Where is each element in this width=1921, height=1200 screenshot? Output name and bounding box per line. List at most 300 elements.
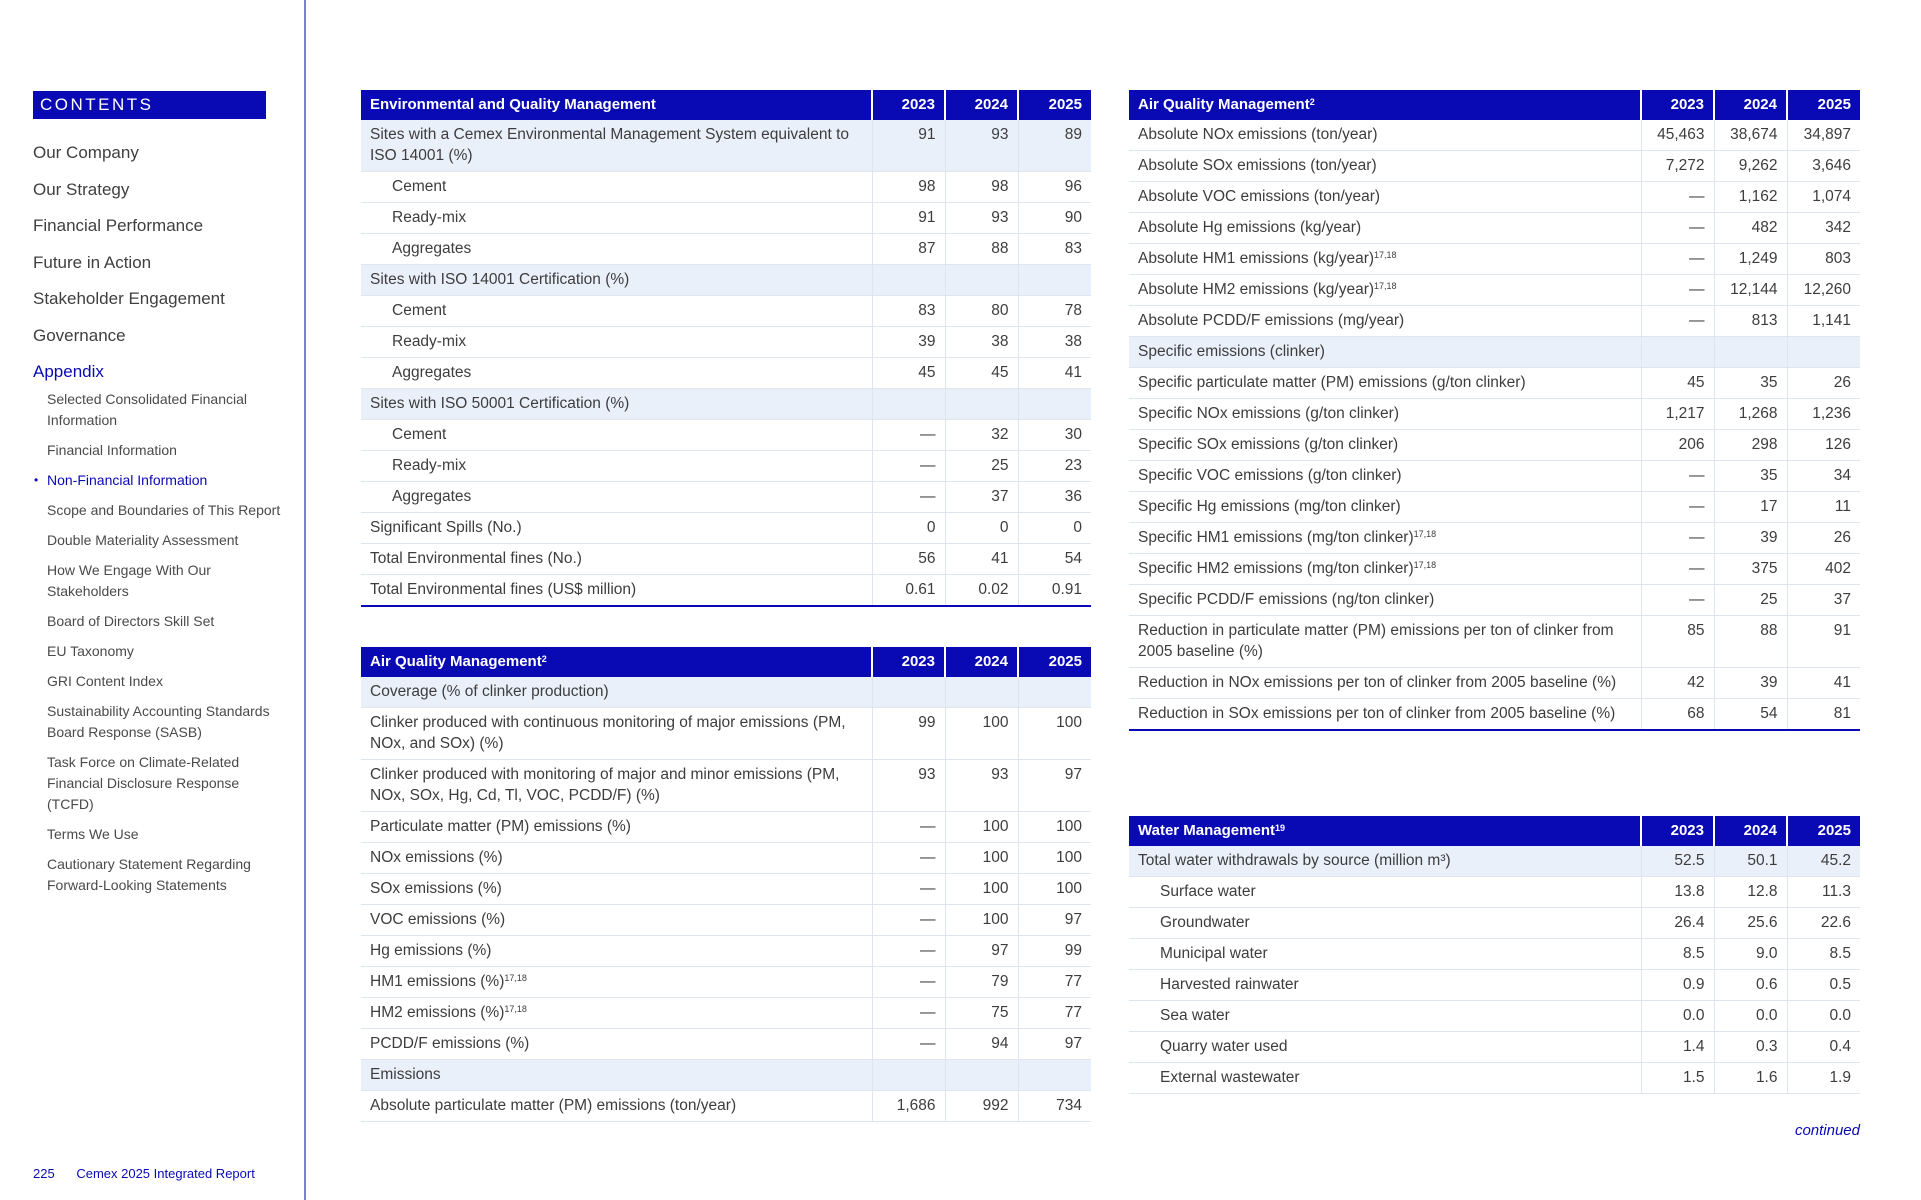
row-label	[361, 358, 872, 389]
value-2024: 12.8	[1714, 877, 1787, 908]
value-2023: 45	[872, 358, 945, 389]
row-label-text: Specific HM1 emissions (mg/ton clinker)	[1138, 529, 1414, 546]
nav-future-in-action[interactable]: Future in Action	[33, 252, 152, 272]
table-row	[1129, 151, 1860, 182]
table-row	[1129, 523, 1860, 554]
table-title	[361, 647, 872, 677]
value-2024: 39	[1714, 668, 1787, 699]
table-row	[1129, 275, 1860, 306]
value-2023: —	[1641, 492, 1714, 523]
value-2025: 0.5	[1787, 970, 1860, 1001]
footnote-ref: 17,18	[1374, 281, 1397, 291]
value-2025: 342	[1787, 213, 1860, 244]
row-label-text: Surface water	[1160, 883, 1256, 900]
value-2025: 100	[1018, 812, 1091, 843]
water-management-table	[1129, 816, 1860, 1094]
air-quality-emissions-table	[1129, 90, 1860, 731]
value-2025: 30	[1018, 420, 1091, 451]
value-2023: —	[872, 998, 945, 1029]
value-2024: 1,268	[1714, 399, 1787, 430]
table-row	[361, 708, 1091, 760]
table-row	[1129, 368, 1860, 399]
row-label-text: Quarry water used	[1160, 1038, 1288, 1055]
value-2023: —	[872, 482, 945, 513]
value-2023: 45	[1641, 368, 1714, 399]
table-header-row	[361, 647, 1091, 677]
value-2025: 96	[1018, 172, 1091, 203]
value-2024: 37	[945, 482, 1018, 513]
value-2025: 99	[1018, 936, 1091, 967]
table-row	[361, 358, 1091, 389]
value-2025: 1,236	[1787, 399, 1860, 430]
value-2024: 97	[945, 936, 1018, 967]
value-2025: 402	[1787, 554, 1860, 585]
value-2023: —	[872, 905, 945, 936]
row-label-text: Ready-mix	[392, 457, 467, 474]
value-2024: 992	[945, 1091, 1018, 1122]
row-label	[1129, 939, 1641, 970]
value-2024: 75	[945, 998, 1018, 1029]
value-2024: 35	[1714, 368, 1787, 399]
row-label-text: HM2 emissions (%)	[370, 1004, 505, 1021]
table-title-text: Air Quality Management	[1138, 96, 1310, 113]
row-label	[1129, 668, 1641, 699]
value-2024	[945, 389, 1018, 420]
value-2025: 97	[1018, 1029, 1091, 1060]
value-2025: 1,074	[1787, 182, 1860, 213]
subnav-tcfd[interactable]: Task Force on Climate-Related Financial Disclosure Response (TCFD)	[47, 754, 240, 812]
value-2023: 1,217	[1641, 399, 1714, 430]
value-2024: 0	[945, 513, 1018, 544]
nav-appendix[interactable]: Appendix	[33, 362, 104, 381]
row-label-text: Clinker produced with continuous monitoring of major emissions (PM, NOx, and SOx) (%)	[370, 714, 846, 752]
value-2025: 12,260	[1787, 275, 1860, 306]
table-title-text: Air Quality Management	[370, 653, 542, 670]
row-label	[361, 482, 872, 513]
value-2024: 93	[945, 120, 1018, 172]
nav-financial-performance[interactable]: Financial Performance	[33, 216, 204, 235]
row-label	[361, 843, 872, 874]
value-2024: 94	[945, 1029, 1018, 1060]
value-2023: —	[872, 1029, 945, 1060]
value-2023: 52.5	[1641, 846, 1714, 877]
table-row	[361, 1029, 1091, 1060]
table-row	[1129, 461, 1860, 492]
footnote-ref: 2	[541, 654, 547, 664]
year-header-2025: 2025	[1787, 816, 1860, 846]
row-label-text: Specific VOC emissions (g/ton clinker)	[1138, 467, 1402, 484]
row-label-text: Cement	[392, 426, 447, 443]
table-row	[361, 967, 1091, 998]
value-2023: 8.5	[1641, 939, 1714, 970]
table-section-row	[1129, 337, 1860, 368]
continued-note: continued	[1794, 1122, 1860, 1139]
value-2023: 45,463	[1641, 120, 1714, 151]
value-2025: 11.3	[1787, 877, 1860, 908]
table-section-row	[361, 677, 1091, 708]
value-2023: 39	[872, 327, 945, 358]
table-row	[361, 905, 1091, 936]
row-label	[1129, 908, 1641, 939]
row-label	[361, 677, 872, 708]
nav-our-company[interactable]: Our Company	[33, 143, 139, 162]
value-2024: 100	[945, 843, 1018, 874]
table-row	[1129, 554, 1860, 585]
row-label	[1129, 213, 1641, 244]
value-2024: 38,674	[1714, 120, 1787, 151]
year-header-2024: 2024	[945, 90, 1018, 120]
table-row	[361, 420, 1091, 451]
row-label	[1129, 492, 1641, 523]
table-row	[361, 172, 1091, 203]
table-row	[361, 120, 1091, 172]
row-label-text: Aggregates	[392, 488, 472, 505]
table-row	[361, 1091, 1091, 1122]
row-label	[361, 1091, 872, 1122]
value-2025: 734	[1018, 1091, 1091, 1122]
row-label-text: Absolute NOx emissions (ton/year)	[1138, 126, 1378, 143]
subnav-gri-content-index[interactable]: GRI Content Index	[47, 673, 163, 689]
table-header-row	[1129, 816, 1860, 846]
value-2024: 54	[1714, 699, 1787, 731]
row-label-text: Ready-mix	[392, 333, 467, 350]
value-2024: 9,262	[1714, 151, 1787, 182]
value-2025: 100	[1018, 843, 1091, 874]
value-2024: 32	[945, 420, 1018, 451]
value-2023: 1,686	[872, 1091, 945, 1122]
footnote-ref: 17,18	[1413, 529, 1437, 539]
row-label	[1129, 1032, 1641, 1063]
row-label-text: Absolute Hg emissions (kg/year)	[1138, 219, 1362, 236]
table-row	[1129, 120, 1860, 151]
value-2025: 0.4	[1787, 1032, 1860, 1063]
value-2025: 803	[1787, 244, 1860, 275]
row-label-text: Specific PCDD/F emissions (ng/ton clinker)	[1138, 591, 1435, 608]
value-2025: 0.91	[1018, 575, 1091, 607]
row-label	[361, 936, 872, 967]
row-label	[1129, 399, 1641, 430]
value-2024: 1,249	[1714, 244, 1787, 275]
value-2024: 9.0	[1714, 939, 1787, 970]
value-2023: —	[872, 874, 945, 905]
year-header-2023: 2023	[1641, 90, 1714, 120]
value-2023: 0.9	[1641, 970, 1714, 1001]
value-2024: 88	[1714, 616, 1787, 668]
value-2023: —	[1641, 523, 1714, 554]
row-label	[1129, 616, 1641, 668]
value-2024: 39	[1714, 523, 1787, 554]
subnav-double-materiality-assessment[interactable]: Double Materiality Assessment	[47, 532, 239, 548]
subnav-sasb[interactable]: Sustainability Accounting Standards Board Response (SASB)	[47, 703, 270, 740]
row-label-text: Absolute HM2 emissions (kg/year)	[1138, 281, 1375, 298]
value-2023: 0	[872, 513, 945, 544]
row-label	[361, 296, 872, 327]
table-row	[1129, 585, 1860, 616]
value-2023: 7,272	[1641, 151, 1714, 182]
value-2023: 0.61	[872, 575, 945, 607]
value-2025: 45.2	[1787, 846, 1860, 877]
table-row	[361, 296, 1091, 327]
row-label-text: Sea water	[1160, 1007, 1230, 1024]
footnote-ref: 17,18	[504, 1004, 527, 1014]
value-2025: 26	[1787, 368, 1860, 399]
row-label-text: Coverage (% of clinker production)	[370, 683, 609, 700]
value-2024: 88	[945, 234, 1018, 265]
value-2024: 12,144	[1714, 275, 1787, 306]
table-row	[1129, 1063, 1860, 1094]
value-2024: 79	[945, 967, 1018, 998]
row-label	[1129, 368, 1641, 399]
value-2023: —	[1641, 275, 1714, 306]
value-2025: 91	[1787, 616, 1860, 668]
row-label	[1129, 585, 1641, 616]
row-label-text: Absolute SOx emissions (ton/year)	[1138, 157, 1377, 174]
year-header-2025: 2025	[1787, 90, 1860, 120]
row-label	[361, 327, 872, 358]
report-title: Cemex 2025 Integrated Report	[76, 1166, 255, 1181]
row-label-text: Ready-mix	[392, 209, 467, 226]
row-label	[361, 172, 872, 203]
value-2024	[1714, 337, 1787, 368]
table-row	[1129, 1032, 1860, 1063]
row-label	[361, 451, 872, 482]
table-row	[1129, 939, 1860, 970]
table-title	[1129, 90, 1641, 120]
subnav-selected-consolidated-financial-information[interactable]: Selected Consolidated Financial Information	[47, 391, 248, 428]
table-section-row	[361, 389, 1091, 420]
table-title	[1129, 816, 1641, 846]
table-row	[1129, 213, 1860, 244]
row-label	[1129, 461, 1641, 492]
row-label	[361, 1029, 872, 1060]
value-2025: 37	[1787, 585, 1860, 616]
nav-governance[interactable]: Governance	[33, 325, 126, 345]
row-label-text: Absolute PCDD/F emissions (mg/year)	[1138, 312, 1405, 329]
year-header-2024: 2024	[1714, 816, 1787, 846]
value-2024: 38	[945, 327, 1018, 358]
row-label	[1129, 275, 1641, 306]
row-label	[1129, 244, 1641, 275]
row-label-text: Sites with ISO 14001 Certification (%)	[370, 271, 630, 288]
row-label	[361, 420, 872, 451]
value-2024: 98	[945, 172, 1018, 203]
value-2023: —	[1641, 554, 1714, 585]
value-2023: 0.0	[1641, 1001, 1714, 1032]
year-header-2025: 2025	[1018, 647, 1091, 677]
row-label-text: Harvested rainwater	[1160, 976, 1299, 993]
value-2025: 1.9	[1787, 1063, 1860, 1094]
value-2023: 99	[872, 708, 945, 760]
table-row	[361, 936, 1091, 967]
row-label-text: Hg emissions (%)	[370, 942, 492, 959]
row-label-text: Specific SOx emissions (g/ton clinker)	[1138, 436, 1399, 453]
value-2025: 1,141	[1787, 306, 1860, 337]
table-row	[1129, 430, 1860, 461]
value-2024: 0.0	[1714, 1001, 1787, 1032]
value-2024: 375	[1714, 554, 1787, 585]
subnav-eu-taxonomy[interactable]: EU Taxonomy	[47, 643, 134, 659]
row-label-text: Municipal water	[1160, 945, 1268, 962]
row-label-text: Total Environmental fines (US$ million)	[370, 581, 637, 598]
value-2024	[945, 677, 1018, 708]
value-2024: 25	[1714, 585, 1787, 616]
row-label	[1129, 120, 1641, 151]
row-label-text: Significant Spills (No.)	[370, 519, 522, 536]
value-2025: 0.0	[1787, 1001, 1860, 1032]
value-2024: 35	[1714, 461, 1787, 492]
appendix-subnav	[47, 389, 287, 905]
subnav-terms-we-use[interactable]: Terms We Use	[47, 826, 139, 842]
subnav-board-skill-set[interactable]: Board of Directors Skill Set	[47, 613, 215, 629]
row-label	[1129, 970, 1641, 1001]
year-header-2025: 2025	[1018, 90, 1091, 120]
value-2024: 25	[945, 451, 1018, 482]
table-row	[1129, 306, 1860, 337]
main-nav	[33, 135, 225, 391]
value-2023: 91	[872, 120, 945, 172]
sidebar-divider	[304, 0, 306, 1200]
value-2025: 89	[1018, 120, 1091, 172]
subnav-non-financial-information[interactable]: • Non-Financial Information	[47, 470, 287, 491]
row-label-text: Total water withdrawals by source (million m³)	[1138, 852, 1451, 869]
value-2024: 0.02	[945, 575, 1018, 607]
row-label	[361, 575, 872, 607]
value-2023: 91	[872, 203, 945, 234]
value-2025	[1787, 337, 1860, 368]
value-2024: 0.6	[1714, 970, 1787, 1001]
value-2025: 126	[1787, 430, 1860, 461]
row-label	[1129, 182, 1641, 213]
row-label	[361, 265, 872, 296]
value-2025: 26	[1787, 523, 1860, 554]
value-2024: 0.3	[1714, 1032, 1787, 1063]
value-2023: —	[872, 420, 945, 451]
page-number: 225	[33, 1166, 55, 1181]
row-label-text: VOC emissions (%)	[370, 911, 506, 928]
year-header-2023: 2023	[872, 647, 945, 677]
row-label-text: Reduction in particulate matter (PM) emissions per ton of clinker from 2005 baseline (%)	[1138, 622, 1614, 660]
table-title-text: Water Management	[1138, 822, 1275, 839]
value-2025: 8.5	[1787, 939, 1860, 970]
value-2024: 93	[945, 760, 1018, 812]
table-row	[361, 812, 1091, 843]
subnav-how-we-engage[interactable]: How We Engage With Our Stakeholders	[47, 562, 211, 599]
table-row	[1129, 846, 1860, 877]
value-2024: 80	[945, 296, 1018, 327]
row-label	[361, 760, 872, 812]
contents-heading[interactable]: CONTENTS	[33, 91, 266, 119]
row-label	[1129, 306, 1641, 337]
value-2023	[872, 389, 945, 420]
value-2023: —	[872, 843, 945, 874]
subnav-cautionary-statement[interactable]: Cautionary Statement Regarding Forward-Looking Statements	[47, 856, 251, 893]
value-2023	[872, 265, 945, 296]
value-2024: 100	[945, 905, 1018, 936]
row-label	[361, 998, 872, 1029]
value-2025: 34,897	[1787, 120, 1860, 151]
value-2024: 50.1	[1714, 846, 1787, 877]
value-2025: 77	[1018, 967, 1091, 998]
environmental-quality-table	[361, 90, 1091, 607]
row-label-text: Specific HM2 emissions (mg/ton clinker)	[1138, 560, 1414, 577]
row-label-text: Specific emissions (clinker)	[1138, 343, 1325, 360]
row-label	[1129, 337, 1641, 368]
row-label-text: Clinker produced with monitoring of major and minor emissions (PM, NOx, SOx, Hg, Cd, Tl, VOC, PCDD/F) (%)	[370, 766, 840, 804]
row-label	[361, 967, 872, 998]
value-2025: 90	[1018, 203, 1091, 234]
subnav-financial-information[interactable]: Financial Information	[47, 442, 177, 458]
value-2024: 100	[945, 874, 1018, 905]
row-label	[1129, 523, 1641, 554]
footnote-ref: 17,18	[1374, 250, 1397, 260]
table-row	[1129, 182, 1860, 213]
value-2025: 3,646	[1787, 151, 1860, 182]
row-label	[361, 203, 872, 234]
row-label-text: HM1 emissions (%)	[370, 973, 505, 990]
row-label	[1129, 1001, 1641, 1032]
nav-our-strategy[interactable]: Our Strategy	[33, 179, 130, 199]
value-2025: 34	[1787, 461, 1860, 492]
value-2023: —	[872, 812, 945, 843]
table-row	[1129, 492, 1860, 523]
table-row	[361, 513, 1091, 544]
table-row	[1129, 970, 1860, 1001]
row-label-text: Cement	[392, 302, 447, 319]
value-2024: 100	[945, 708, 1018, 760]
value-2023: 42	[1641, 668, 1714, 699]
value-2024: 1,162	[1714, 182, 1787, 213]
row-label-text: Specific Hg emissions (mg/ton clinker)	[1138, 498, 1401, 515]
value-2025: 38	[1018, 327, 1091, 358]
value-2023: 93	[872, 760, 945, 812]
value-2023: —	[1641, 585, 1714, 616]
value-2025: 11	[1787, 492, 1860, 523]
row-label	[1129, 151, 1641, 182]
table-row	[361, 575, 1091, 607]
year-header-2023: 2023	[872, 90, 945, 120]
row-label	[1129, 699, 1641, 731]
table-section-row	[361, 1060, 1091, 1091]
value-2023: 98	[872, 172, 945, 203]
row-label-text: NOx emissions (%)	[370, 849, 503, 866]
value-2023: —	[872, 936, 945, 967]
table-row	[361, 327, 1091, 358]
row-label	[361, 513, 872, 544]
value-2025: 78	[1018, 296, 1091, 327]
subnav-scope-and-boundaries[interactable]: Scope and Boundaries of This Report	[47, 502, 281, 518]
row-label	[361, 874, 872, 905]
value-2023: —	[872, 451, 945, 482]
value-2023: —	[1641, 461, 1714, 492]
table-row	[361, 203, 1091, 234]
value-2024	[945, 1060, 1018, 1091]
year-header-2024: 2024	[1714, 90, 1787, 120]
table-row	[1129, 1001, 1860, 1032]
value-2023: 68	[1641, 699, 1714, 731]
value-2024: 482	[1714, 213, 1787, 244]
row-label	[361, 120, 872, 172]
value-2023	[1641, 337, 1714, 368]
row-label	[361, 708, 872, 760]
row-label-text: Specific NOx emissions (g/ton clinker)	[1138, 405, 1399, 422]
nav-stakeholder-engagement[interactable]: Stakeholder Engagement	[33, 289, 225, 308]
row-label-text: Specific particulate matter (PM) emissions (g/ton clinker)	[1138, 374, 1526, 391]
row-label-text: Total Environmental fines (No.)	[370, 550, 582, 567]
value-2025: 100	[1018, 874, 1091, 905]
value-2025: 41	[1018, 358, 1091, 389]
row-label	[361, 812, 872, 843]
table-row	[361, 843, 1091, 874]
